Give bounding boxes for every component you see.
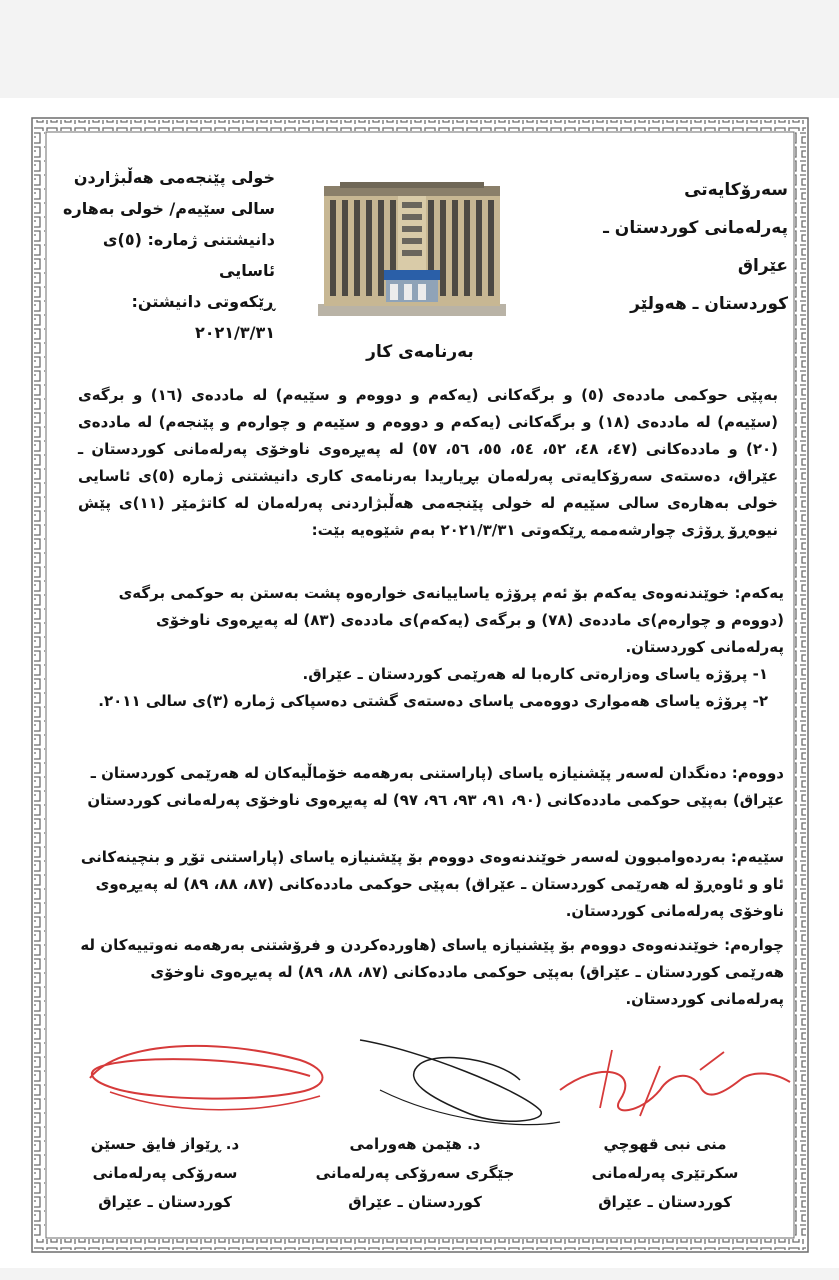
intro-paragraph: بەپێی حوکمی ماددەی (٥) و برگەکانی (یەکەم و دووەم و سێیەم) لە ماددەی (١٦) و برگەی (سێیەم) لە ماددەی (١٨) و برگەکانی (یەکەم و دووەم و سێیەم و چوارەم و پێنجەم) لە ماددەی (٢٠) و ماددەکانی (٤٧، ٤٨، ٥٢، ٥٤، ٥٥، ٥٦، ٥٧) لە پەیڕەوی ناوخۆی پەرلەمانی کوردستان ـ عێراق، دەستەی سەرۆکایەتی پەرلەمان بڕیاریدا بەرنامەی کاری دانیشتنی ژمارە (٥)ی ئاسایی خولی بەهارەی سالی سێیەم لە خولی پێنجەمی هەڵبژاردنی پەرلەمان لە کاتژمێر (١١)ی پێش نیوەڕۆ ڕۆژی چوارشەممە ڕێکەوتی ٢٠٢١/٣/٣١ بەم شێوەیە بێت: [78,386,779,539]
item-third-text: بەردەوامبوون لەسەر خوێندنەوەی دووەم بۆ پێشنیازە یاسای (پاراستنی تۆڕ و بنچینەکانی ئاو و ئاوەڕۆ لە هەرێمی کوردستان ـ عێراق) بەپێی حوکمی ماددەکانی (٨٧، ٨٨، ٨٩) لە پەیڕەوی ناوخۆی پەرلەمانی کوردستان. [80,848,784,920]
item-first-lead: یەکەم: [734,584,784,602]
presidency-label: سەرۆکایەتی [684,180,788,200]
agenda-item-third [78,844,784,925]
signature-left-scrawl [90,1046,323,1099]
location-label: کوردستان ـ هەولێر [630,294,788,314]
signature-right [560,1130,770,1217]
signature-right-scrawl [560,1072,790,1110]
parliament-name: پەرلەمانی کوردستان ـ عێراق [603,218,788,276]
item-second-text: دەنگدان لەسەر پێشنیازە یاسای (پاراستنی بەرهەمە خۆماڵیەکان لە هەرێمی کوردستان ـ عێراق) بەپێی حوکمی ماددەکانی (٩٠، ٩١، ٩٣، ٩٦، ٩٧) لە پەیڕەوی ناوخۆی پەرلەمانی کوردستان [87,764,784,809]
parliament-building-icon [316,178,508,318]
agenda-item-fourth [78,932,784,1013]
session-year: سالی سێیەم/ خولی بەهارە [63,199,275,218]
item-first-text: خوێندنەوەی یەکەم بۆ ئەم پرۆژە یاساییانەی خوارەوە پشت بەستن بە حوکمی برگەی (دووەم و چوارەم)ی ماددەی (٧٨) و برگەی (یەکەم)ی ماددەی (٨٣) لە پەیڕەوی ناوخۆی پەرلەمانی کوردستان. [118,584,784,656]
signer-center-name: د. هێمن هەورامی [349,1135,481,1153]
item-fourth-text: خوێندنەوەی دووەم بۆ پێشنیازە یاسای (هاوردەکردن و فرۆشتنی بەرهەمە نەوتییەکان لە هەرێمی کوردستان ـ عێراق) بەپێی حوکمی ماددەکانی (٨٧، ٨٨، ٨٩) لە پەیڕەوی ناوخۆی پەرلەمانی کوردستان. [80,936,784,1008]
session-number: دانیشتنی ژمارە: (٥)ی ئاسایی [102,230,275,280]
signer-left-role: سەرۆکی پەرلەمانی [92,1164,238,1182]
signature-center [310,1130,520,1217]
signatures-drawing [0,1030,839,1140]
agenda-item-first [78,580,784,715]
item-third-lead: سێیەم: [730,848,784,866]
agenda-item-second [78,760,784,814]
signer-right-role: سکرتێری پەرلەمانی [591,1164,739,1182]
session-info [60,162,275,348]
item-first-sub1: ١- پرۆژە یاسای وەزارەتی کارەبا لە هەرێمی کوردستان ـ عێراق. [302,665,768,683]
item-second-lead: دووەم: [731,764,784,782]
signer-center-role: جێگری سەرۆکی پەرلەمانی [315,1164,515,1182]
session-term: خولی پێنجەمی هەڵبژاردن [73,168,275,187]
item-first-sub2: ٢- پرۆژە یاسای هەمواری دووەمی یاسای دەستەی گشتی دەسپاکی ژمارە (٣)ی سالی ٢٠١١. [98,692,768,710]
signer-right-place: کوردستان ـ عێراق [598,1193,732,1211]
item-fourth-lead: چوارەم: [724,936,784,954]
institution-header [548,171,788,323]
signer-left-place: کوردستان ـ عێراق [98,1193,232,1211]
signature-left [60,1130,270,1217]
page-title: بەرنامەی کار [366,342,474,362]
signature-center-scrawl [360,1040,541,1121]
signer-right-name: منى نبى قهوچي [603,1135,727,1153]
session-date: ڕێکەوتی دانیشتن: ٢٠٢١/٣/٣١ [131,292,275,342]
signer-center-place: کوردستان ـ عێراق [348,1193,482,1211]
signer-left-name: د. ڕێواز فایق حسێن [90,1135,240,1153]
